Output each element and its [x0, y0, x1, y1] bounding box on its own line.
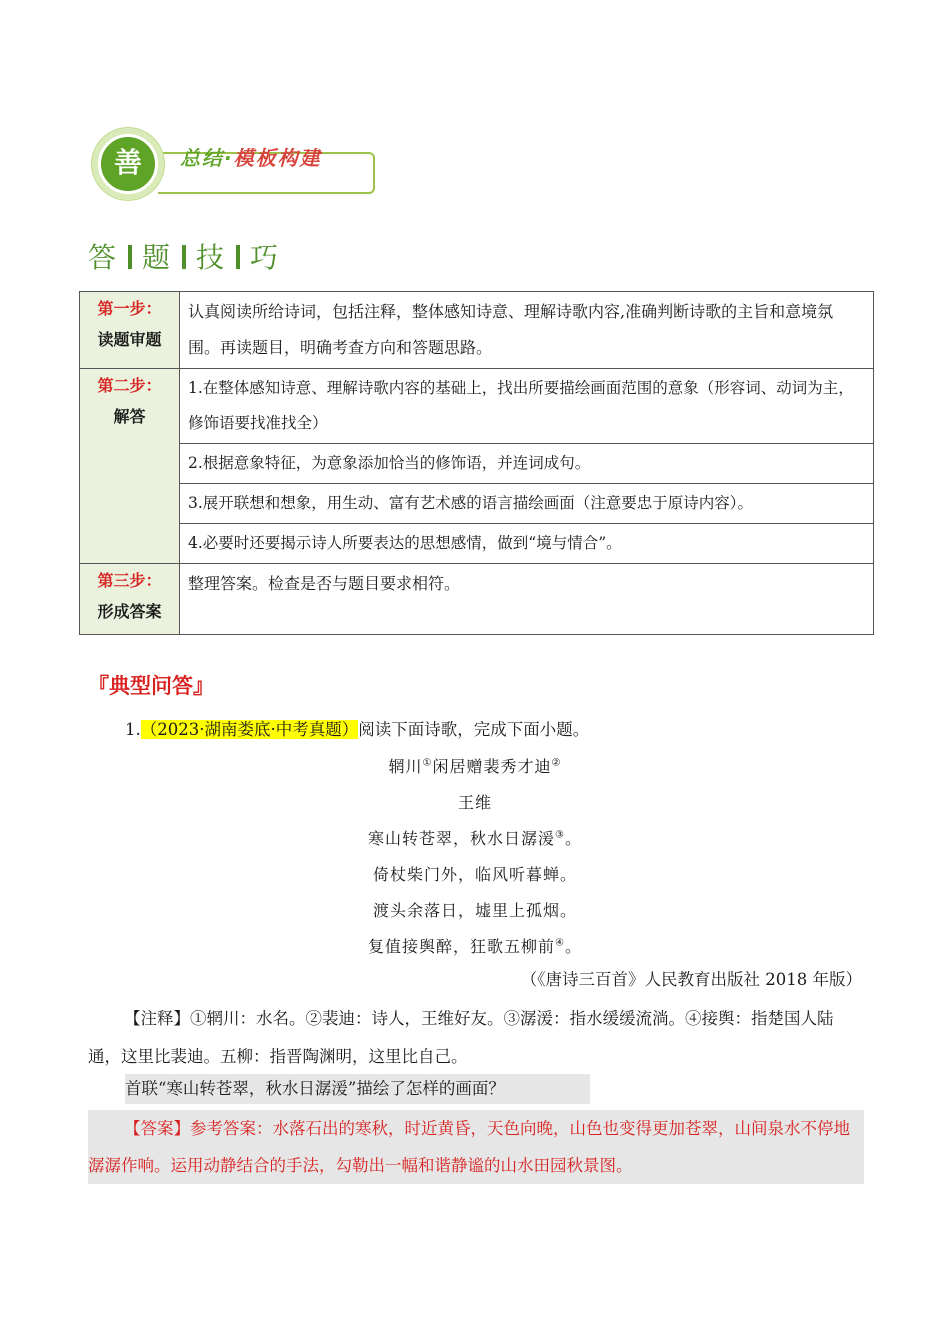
step3-content: 整理答案。检查是否与题目要求相符。 [180, 564, 874, 635]
steps-table [79, 291, 874, 635]
poem-line: 倚杖柴门外，临风听暮蝉。 [372, 865, 577, 884]
step1-row [80, 292, 874, 369]
step2-row [80, 369, 874, 444]
step2-item: 3.展开联想和想象，用生动、富有艺术感的语言描绘画面（注意要忠于原诗内容）。 [180, 484, 874, 524]
banner-emblem-icon: 善 [98, 134, 158, 194]
step1-content: 认真阅读所给诗词，包括注释，整体感知诗意、理解诗歌内容,准确判断诗歌的主旨和意境氛围。再读题目，明确考查方向和答题思路。 [180, 292, 874, 369]
poem-line [0, 826, 950, 849]
typical-title: 『典型问答』 [88, 673, 214, 698]
heading-char: 技 [196, 241, 227, 274]
heading-divider [182, 245, 186, 269]
poem-title-a: 辋川 [388, 757, 423, 776]
section-heading [88, 236, 280, 276]
answer-text: 水落石出的寒秋，时近黄昏，天色向晚，山色也变得更加苍翠，山间泉水不停地潺潺作响。运用动静结合的手法，勾勒出一幅和谐静谧的山水田园秋景图。 [88, 1119, 850, 1175]
heading-char: 巧 [250, 241, 281, 274]
step1-label [80, 292, 180, 369]
step2-row [80, 444, 874, 484]
step1-label-red: 第一步： [97, 299, 162, 318]
question-number: 1. [125, 720, 141, 739]
step3-label [80, 564, 180, 635]
heading-divider [236, 245, 240, 269]
answer-prefix: 参考答案： [190, 1119, 273, 1138]
poem-line4-b: 。 [564, 937, 582, 956]
question-intro [125, 718, 589, 742]
notes-text: 【注释】①辋川：水名。②裴迪：诗人，王维好友。③潺湲：指水缓缓流淌。④接舆：指楚国人陆通，这里比裴迪。五柳：指晋陶渊明，这里比自己。 [88, 1009, 834, 1066]
step2-item: 4.必要时还要揭示诗人所要表达的思想感情，做到“境与情合”。 [180, 524, 874, 564]
footnote-mark: ③ [555, 829, 565, 841]
footnote-mark: ④ [555, 937, 565, 949]
poem-title [0, 754, 950, 777]
step3-label-red: 第三步： [97, 571, 162, 590]
step2-label-red: 第二步： [97, 376, 162, 395]
banner-title-part1: 总结· [180, 146, 234, 170]
notes-paragraph [88, 1000, 858, 1076]
poem-line: 渡头余落日，墟里上孤烟。 [372, 901, 577, 920]
question-text: 首联“寒山转苍翠，秋水日潺湲”描绘了怎样的画面？ [125, 1074, 590, 1104]
answer-block [88, 1110, 864, 1184]
step2-label-black: 解答 [113, 407, 146, 426]
poem-title-b: 闲居赠裴秀才迪 [432, 757, 552, 776]
step2-item: 2.根据意象特征，为意象添加恰当的修饰语，并连词成句。 [180, 444, 874, 484]
question-source: （2023·湖南娄底·中考真题） [140, 720, 359, 739]
heading-char: 答 [88, 241, 119, 274]
footnote-mark: ② [551, 757, 562, 769]
poem-source: （《唐诗三百首》人民教育出版社 2018 年版） [520, 970, 862, 989]
step2-row [80, 484, 874, 524]
section-banner [88, 128, 388, 200]
heading-divider [128, 245, 132, 269]
banner-title-part2: 模板构建 [233, 146, 322, 170]
step2-label [80, 369, 180, 564]
poem-author: 王维 [457, 793, 492, 812]
poem-line [0, 934, 950, 957]
step1-label-black: 读题审题 [97, 330, 162, 349]
step3-row [80, 564, 874, 635]
step2-row [80, 524, 874, 564]
poem-line4-a: 复值接舆醉，狂歌五柳前 [368, 937, 556, 956]
poem-line1-a: 寒山转苍翠，秋水日潺湲 [368, 829, 556, 848]
question-instruction: 阅读下面诗歌，完成下面小题。 [358, 720, 590, 739]
footnote-mark: ① [422, 757, 433, 769]
poem-line1-b: 。 [564, 829, 582, 848]
answer-tag: 【答案】 [124, 1119, 190, 1138]
banner-title [180, 142, 322, 171]
step2-item: 1.在整体感知诗意、理解诗歌内容的基础上，找出所要描绘画面范围的意象（形容词、动词为主，修饰语要找准找全） [180, 369, 874, 444]
step3-label-black: 形成答案 [97, 602, 162, 621]
heading-char: 题 [142, 241, 173, 274]
